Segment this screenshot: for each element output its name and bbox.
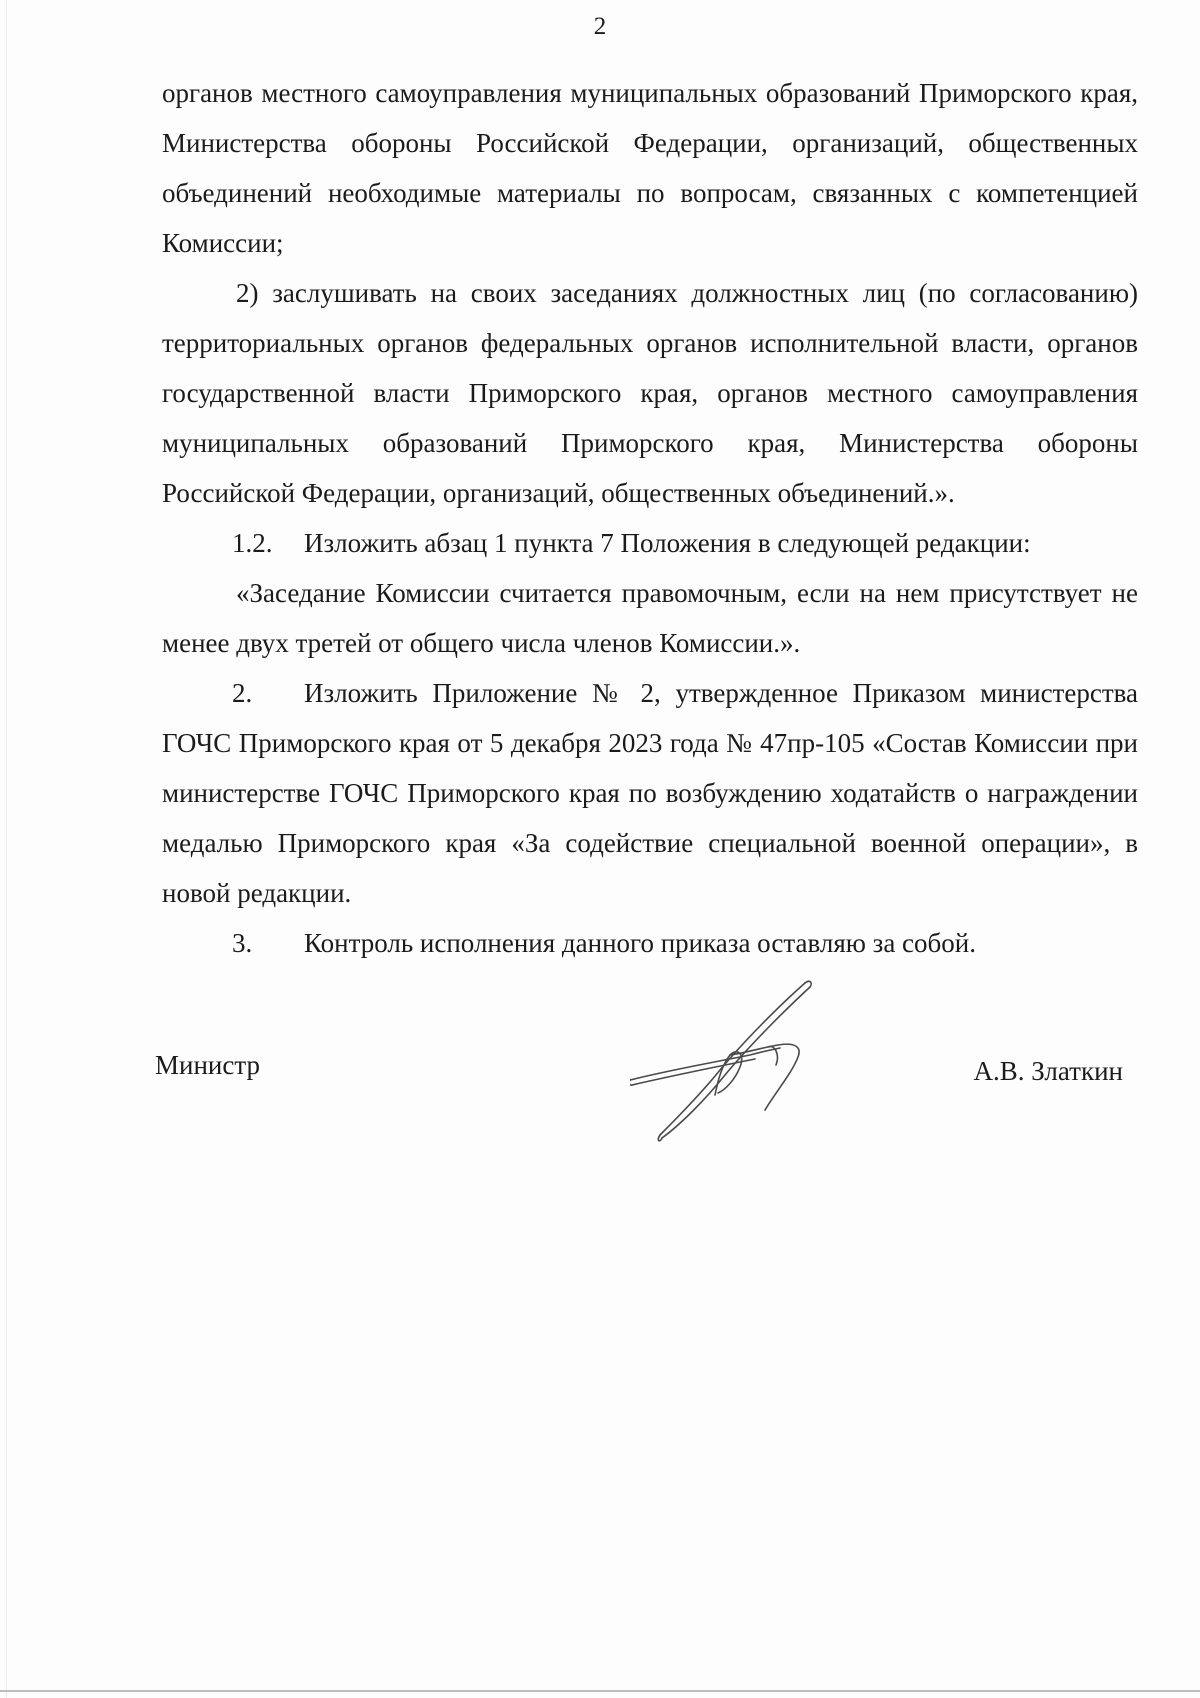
paragraph-quote: «Заседание Комиссии считается правомочным, если на нем присутствует не менее двух третей от общего числа членов Комиссии.».: [162, 578, 1138, 658]
item-text: Контроль исполнения данного приказа оставляю за собой.: [304, 928, 976, 958]
signatory-title: Министр: [155, 1050, 260, 1080]
scan-edge: [6, 0, 7, 1698]
signatory-name: А.В. Златкин: [973, 1056, 1123, 1086]
item-text: Изложить Приложение № 2, утвержденное Приказом министерства ГОЧС Приморского края от 5 декабря 2023 года № 47пр-105 «Состав Комиссии при министерстве ГОЧС Приморского края по возбуждению ходатайств о награждении медалью Приморского края «За содействие специальной военной операции», в новой редакции.: [162, 678, 1138, 908]
item-number: 3.: [232, 928, 253, 958]
item-text: Изложить абзац 1 пункта 7 Положения в следующей редакции:: [304, 528, 1031, 558]
paragraph-continuation: органов местного самоуправления муниципальных образований Приморского края, Министерства обороны Российской Федерации, организаций, общественных объединений необходимые материалы по вопросам, связанных с компетенцией Комиссии;: [162, 78, 1138, 258]
signature-block: [155, 1040, 1123, 1100]
item-3: [162, 918, 1138, 968]
item-2: [162, 668, 1138, 918]
item-number: 2.: [232, 678, 253, 708]
page-number: 2: [593, 13, 607, 40]
scan-bottom-edge: [0, 1690, 1200, 1692]
paragraph-subitem-2: 2) заслушивать на своих заседаниях должностных лиц (по согласованию) территориальных органов федеральных органов исполнительной власти, органов государственной власти Приморского края, органов местного самоуправления муниципальных образований Приморского края, Министерства обороны Российской Федерации, организаций, общественных объединений.».: [162, 278, 1138, 508]
item-number: 1.2.: [232, 528, 273, 558]
item-1-2: [162, 518, 1138, 568]
